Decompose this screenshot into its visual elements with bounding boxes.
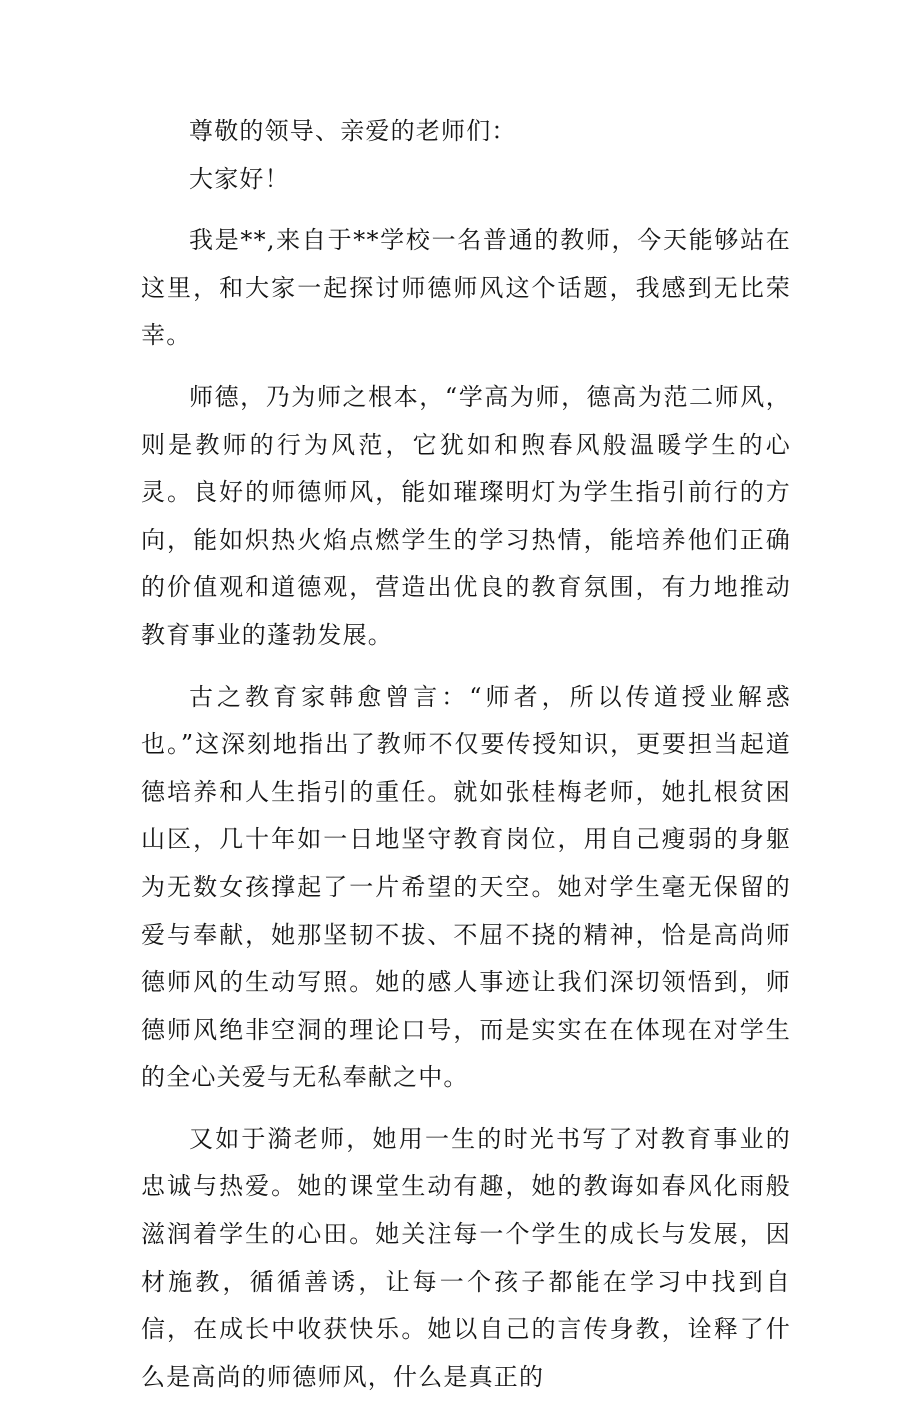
hello: 大家好！ (189, 164, 290, 193)
paragraph: 师德，乃为师之根本，“学高为师，德高为范二师风，则是教师的行为风范，它犹如和煦春风般温暖学生的心灵。良好的师德师风，能如璀璨明灯为学生指引前行的方向，能如炽热火焰点燃学生的学习热情，能培养他们正确的价值观和道德观，营造出优良的教育氛围，有力地推动教育事业的蓬勃发展。 (141, 382, 791, 649)
speech-body (141, 108, 791, 1401)
paragraph: 古之教育家韩愈曾言：“师者，所以传道授业解惑也。”这深刻地指出了教师不仅要传授知识，更要担当起道德培养和人生指引的重任。就如张桂梅老师，她扎根贫困山区，几十年如一日地坚守教育岗位，用自己瘦弱的身躯为无数女孩撑起了一片希望的天空。她对学生毫无保留的爱与奉献，她那坚韧不拔、不屈不挠的精神，恰是高尚师德师风的生动写照。她的感人事迹让我们深切领悟到，师德师风绝非空洞的理论口号，而是实实在在体现在对学生的全心关爱与无私奉献之中。 (141, 682, 791, 1092)
paragraph: 又如于漪老师，她用一生的时光书写了对教育事业的忠诚与热爱。她的课堂生动有趣，她的教诲如春风化雨般滋润着学生的心田。她关注每一个学生的成长与发展，因材施教，循循善诱，让每一个孩子都能在学习中找到自信，在成长中收获快乐。她以自己的言传身教，诠释了什么是高尚的师德师风，什么是真正的 (141, 1124, 791, 1391)
greeting: 尊敬的领导、亲爱的老师们： (189, 117, 517, 145)
paragraph: 我是**,来自于**学校一名普通的教师，今天能够站在这里，和大家一起探讨师德师风这个话题，我感到无比荣幸。 (141, 226, 791, 350)
